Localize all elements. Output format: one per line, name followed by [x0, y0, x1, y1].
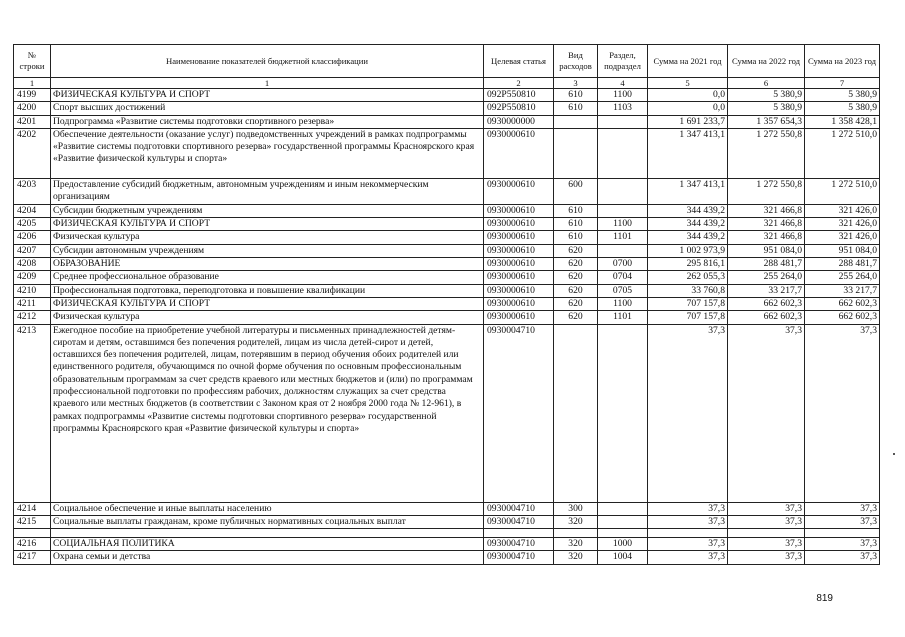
- row-id: 4208: [14, 258, 51, 271]
- col-number: 2: [484, 78, 554, 89]
- row-y2023: 321 426,0: [805, 204, 880, 217]
- row-name: Социальное обеспечение и иные выплаты населению: [51, 502, 484, 515]
- table-row: [14, 89, 880, 102]
- row-y2022: 1 272 550,8: [728, 178, 805, 204]
- row-y2021: 37,3: [648, 538, 728, 551]
- row-y2021: 1 347 413,1: [648, 178, 728, 204]
- row-type: [554, 128, 598, 178]
- row-y2023: 37,3: [805, 502, 880, 515]
- row-y2023: 662 602,3: [805, 311, 880, 324]
- row-target: 0930000610: [484, 244, 554, 257]
- row-y2022: 37,3: [728, 324, 805, 502]
- row-target: 0930000610: [484, 128, 554, 178]
- row-type: 610: [554, 204, 598, 217]
- col-number: 4: [598, 78, 648, 89]
- row-target: 0930000610: [484, 231, 554, 244]
- row-section: 1103: [598, 102, 648, 115]
- table-row: [14, 311, 880, 324]
- row-target: 0930004710: [484, 502, 554, 515]
- row-y2022: 951 084,0: [728, 244, 805, 257]
- row-y2023: 37,3: [805, 551, 880, 564]
- row-id: 4213: [14, 324, 51, 502]
- row-name: Спорт высших достижений: [51, 102, 484, 115]
- row-type: 620: [554, 284, 598, 297]
- row-type: 300: [554, 502, 598, 515]
- row-y2021: 344 439,2: [648, 204, 728, 217]
- row-type: 320: [554, 515, 598, 528]
- row-target: 0930004710: [484, 538, 554, 551]
- table-row: [14, 115, 880, 128]
- row-y2022: 5 380,9: [728, 102, 805, 115]
- row-name: Предоставление субсидий бюджетным, автономным учреждениям и иным некоммерческим организациям: [51, 178, 484, 204]
- table-row: [14, 538, 880, 551]
- row-name: Физическая культура: [51, 231, 484, 244]
- row-id: 4207: [14, 244, 51, 257]
- row-name: Физическая культура: [51, 311, 484, 324]
- row-section: [598, 204, 648, 217]
- row-target: 092P550810: [484, 102, 554, 115]
- row-name: Среднее профессиональное образование: [51, 271, 484, 284]
- row-name: Социальные выплаты гражданам, кроме публичных нормативных социальных выплат: [51, 515, 484, 528]
- table-row: [14, 324, 880, 502]
- header-target: Целевая статья: [484, 45, 554, 78]
- row-y2021: 344 439,2: [648, 218, 728, 231]
- row-target: 0930000610: [484, 204, 554, 217]
- scan-speck: [893, 453, 895, 455]
- row-type: 610: [554, 89, 598, 102]
- row-y2022: 321 466,8: [728, 231, 805, 244]
- row-y2023: 37,3: [805, 538, 880, 551]
- row-name: Субсидии бюджетным учреждениям: [51, 204, 484, 217]
- row-y2022: 321 466,8: [728, 218, 805, 231]
- row-section: 1100: [598, 89, 648, 102]
- row-name: СОЦИАЛЬНАЯ ПОЛИТИКА: [51, 538, 484, 551]
- row-type: 610: [554, 231, 598, 244]
- row-y2022: 288 481,7: [728, 258, 805, 271]
- col-number: 1: [14, 78, 51, 89]
- row-y2022: 1 272 550,8: [728, 128, 805, 178]
- row-y2023: 288 481,7: [805, 258, 880, 271]
- row-id: 4209: [14, 271, 51, 284]
- budget-table: [13, 44, 880, 565]
- row-y2022: 321 466,8: [728, 204, 805, 217]
- row-y2022: 37,3: [728, 551, 805, 564]
- col-number: 6: [728, 78, 805, 89]
- header-section: Раздел, подраздел: [598, 45, 648, 78]
- row-type: 620: [554, 258, 598, 271]
- table-row: [14, 515, 880, 528]
- row-target: 0930000610: [484, 178, 554, 204]
- row-y2023: 1 272 510,0: [805, 128, 880, 178]
- row-section: [598, 128, 648, 178]
- col-number: 5: [648, 78, 728, 89]
- row-target: 0930000000: [484, 115, 554, 128]
- column-number-row: [14, 78, 880, 89]
- row-id: 4205: [14, 218, 51, 231]
- row-y2021: 37,3: [648, 502, 728, 515]
- table-row: [14, 231, 880, 244]
- row-y2021: 0,0: [648, 89, 728, 102]
- row-target: 0930000610: [484, 311, 554, 324]
- table-row: [14, 102, 880, 115]
- header-y2023: Сумма на 2023 год: [805, 45, 880, 78]
- row-y2021: 1 002 973,9: [648, 244, 728, 257]
- row-y2022: 5 380,9: [728, 89, 805, 102]
- row-y2022: 1 357 654,3: [728, 115, 805, 128]
- col-number: 3: [554, 78, 598, 89]
- row-y2021: 1 347 413,1: [648, 128, 728, 178]
- row-section: 1101: [598, 231, 648, 244]
- row-type: 620: [554, 297, 598, 310]
- table-row: [14, 551, 880, 564]
- row-y2021: 0,0: [648, 102, 728, 115]
- row-y2023: 5 380,9: [805, 89, 880, 102]
- row-section: [598, 515, 648, 528]
- row-id: 4200: [14, 102, 51, 115]
- row-type: 610: [554, 102, 598, 115]
- row-id: 4201: [14, 115, 51, 128]
- row-target: 0930000610: [484, 271, 554, 284]
- row-y2021: 1 691 233,7: [648, 115, 728, 128]
- row-y2022: 662 602,3: [728, 311, 805, 324]
- row-target: 0930000610: [484, 297, 554, 310]
- row-y2022: 255 264,0: [728, 271, 805, 284]
- row-y2023: 33 217,7: [805, 284, 880, 297]
- row-y2023: 662 602,3: [805, 297, 880, 310]
- row-target: 0930004710: [484, 515, 554, 528]
- row-target: 0930000610: [484, 218, 554, 231]
- row-name: ФИЗИЧЕСКАЯ КУЛЬТУРА И СПОРТ: [51, 89, 484, 102]
- row-y2023: 321 426,0: [805, 231, 880, 244]
- table-row: [14, 244, 880, 257]
- table-row: [14, 271, 880, 284]
- row-type: 320: [554, 551, 598, 564]
- row-y2023: 5 380,9: [805, 102, 880, 115]
- row-y2021: 707 157,8: [648, 297, 728, 310]
- row-name: Обеспечение деятельности (оказание услуг) подведомственных учреждений в рамках подпрограммы «Развитие системы подготовки спортивного резерва» государственной программы Красноярского края «Развитие физической культуры и спорта»: [51, 128, 484, 178]
- row-id: 4199: [14, 89, 51, 102]
- row-y2022: 33 217,7: [728, 284, 805, 297]
- row-section: 1100: [598, 297, 648, 310]
- row-target: 0930004710: [484, 551, 554, 564]
- header-y2021: Сумма на 2021 год: [648, 45, 728, 78]
- row-id: 4210: [14, 284, 51, 297]
- row-section: 0700: [598, 258, 648, 271]
- row-y2022: 37,3: [728, 515, 805, 528]
- row-type: [554, 324, 598, 502]
- row-type: 320: [554, 538, 598, 551]
- header-type: Вид расходов: [554, 45, 598, 78]
- table-gap-row: [14, 529, 880, 538]
- row-name: Подпрограмма «Развитие системы подготовки спортивного резерва»: [51, 115, 484, 128]
- row-id: 4214: [14, 502, 51, 515]
- page-number: 819: [816, 593, 833, 604]
- row-y2021: 707 157,8: [648, 311, 728, 324]
- row-name: Охрана семьи и детства: [51, 551, 484, 564]
- row-id: 4206: [14, 231, 51, 244]
- row-y2023: 255 264,0: [805, 271, 880, 284]
- table-row: [14, 258, 880, 271]
- row-name: ФИЗИЧЕСКАЯ КУЛЬТУРА И СПОРТ: [51, 218, 484, 231]
- row-target: 0930000610: [484, 258, 554, 271]
- row-y2021: 37,3: [648, 324, 728, 502]
- row-section: 0704: [598, 271, 648, 284]
- col-number: 1: [51, 78, 484, 89]
- row-section: 1004: [598, 551, 648, 564]
- row-id: 4203: [14, 178, 51, 204]
- row-section: [598, 115, 648, 128]
- col-number: 7: [805, 78, 880, 89]
- row-name: Субсидии автономным учреждениям: [51, 244, 484, 257]
- row-id: 4212: [14, 311, 51, 324]
- row-id: 4216: [14, 538, 51, 551]
- row-y2022: 37,3: [728, 538, 805, 551]
- row-y2023: 321 426,0: [805, 218, 880, 231]
- row-y2022: 662 602,3: [728, 297, 805, 310]
- header-name: Наименование показателей бюджетной классификации: [51, 45, 484, 78]
- row-section: 0705: [598, 284, 648, 297]
- row-type: [554, 115, 598, 128]
- row-type: 610: [554, 218, 598, 231]
- row-y2023: 1 272 510,0: [805, 178, 880, 204]
- row-target: 0930004710: [484, 324, 554, 502]
- row-y2021: 262 055,3: [648, 271, 728, 284]
- row-y2021: 37,3: [648, 515, 728, 528]
- row-name: ФИЗИЧЕСКАЯ КУЛЬТУРА И СПОРТ: [51, 297, 484, 310]
- row-section: [598, 502, 648, 515]
- row-section: 1101: [598, 311, 648, 324]
- table-row: [14, 218, 880, 231]
- table-row: [14, 204, 880, 217]
- row-section: 1100: [598, 218, 648, 231]
- row-y2023: 37,3: [805, 515, 880, 528]
- table-row: [14, 297, 880, 310]
- table-header-row: [14, 45, 880, 78]
- row-name: ОБРАЗОВАНИЕ: [51, 258, 484, 271]
- row-target: 0930000610: [484, 284, 554, 297]
- row-y2021: 37,3: [648, 551, 728, 564]
- row-y2023: 37,3: [805, 324, 880, 502]
- row-name: Ежегодное пособие на приобретение учебной литературы и письменных принадлежностей детям-сиротам и детям, оставшимся без попечения родителей, лицам из числа детей-сирот и детей, оставшихся без попечения родителей, лицам, потерявшим в период обучения обоих родителей или единственного родителя, обучающимся по очной форме обучения по основным профессиональным образовательным программам за счет средств краевого или местных бюджетов и (или) по программам профессиональной подготовки по профессиям рабочих, должностям служащих за счет средства краевого или местных бюджетов (в соответствии с Законом края от 2 ноября 2000 года № 12-961), в рамках подпрограммы «Развитие системы подготовки спортивного резерва» государственной программы Красноярского края «Развитие физической культуры и спорта»: [51, 324, 484, 502]
- row-id: 4211: [14, 297, 51, 310]
- row-y2023: 951 084,0: [805, 244, 880, 257]
- row-y2022: 37,3: [728, 502, 805, 515]
- row-y2021: 295 816,1: [648, 258, 728, 271]
- row-type: 620: [554, 271, 598, 284]
- row-id: 4202: [14, 128, 51, 178]
- row-y2021: 33 760,8: [648, 284, 728, 297]
- table-row: [14, 128, 880, 178]
- row-type: 620: [554, 311, 598, 324]
- row-name: Профессиональная подготовка, переподготовка и повышение квалификации: [51, 284, 484, 297]
- row-section: 1000: [598, 538, 648, 551]
- row-y2021: 344 439,2: [648, 231, 728, 244]
- row-y2023: 1 358 428,1: [805, 115, 880, 128]
- row-section: [598, 178, 648, 204]
- row-type: 600: [554, 178, 598, 204]
- row-section: [598, 324, 648, 502]
- row-id: 4215: [14, 515, 51, 528]
- row-id: 4217: [14, 551, 51, 564]
- header-y2022: Сумма на 2022 год: [728, 45, 805, 78]
- header-id: № строки: [14, 45, 51, 78]
- table-row: [14, 178, 880, 204]
- row-type: 620: [554, 244, 598, 257]
- table-row: [14, 284, 880, 297]
- row-section: [598, 244, 648, 257]
- table-row: [14, 502, 880, 515]
- row-target: 092P550810: [484, 89, 554, 102]
- row-id: 4204: [14, 204, 51, 217]
